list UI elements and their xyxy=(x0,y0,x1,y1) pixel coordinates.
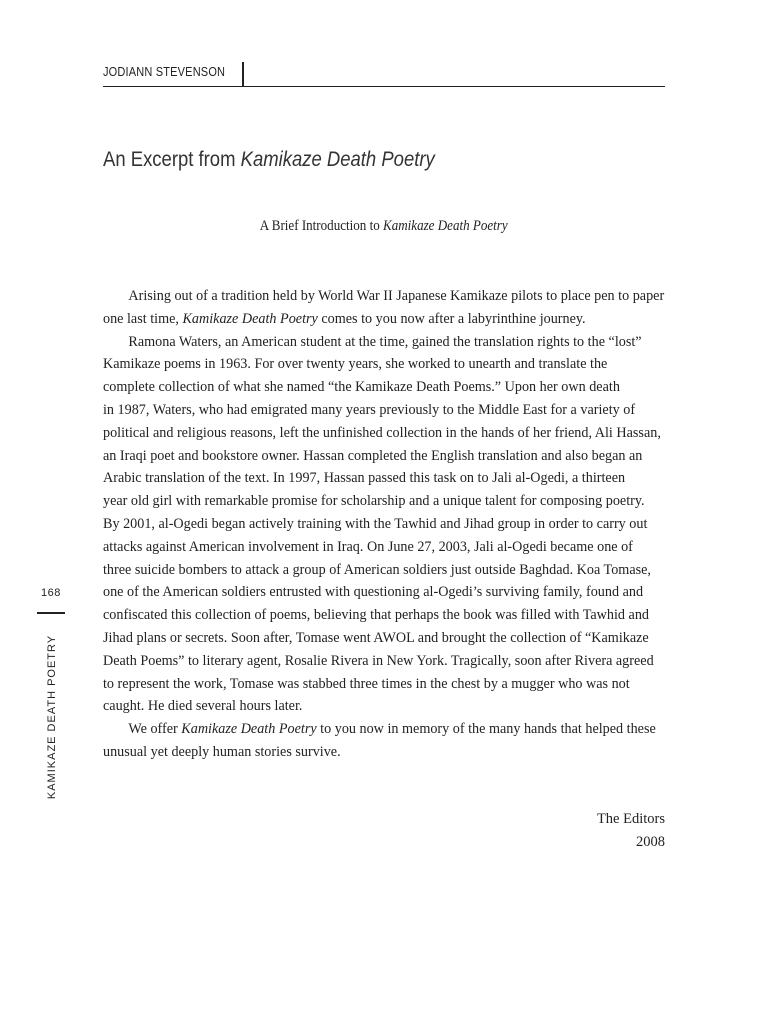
body-line xyxy=(103,285,665,308)
signoff xyxy=(597,808,665,853)
italic-title-text: Kamikaze Death Poetry xyxy=(182,310,318,327)
body-text-segment: comes to you now after a labyrinthine journey. xyxy=(317,310,586,327)
body-line xyxy=(103,695,665,718)
body-text-segment: Jihad plans or secrets. Soon after, Tomase went AWOL and brought the collection of “Kamikaze xyxy=(103,629,649,646)
body-text-segment: to you now in memory of the many hands that helped these xyxy=(316,721,656,738)
body-text-segment: to represent the work, Tomase was stabbed three times in the chest by a mugger who was not xyxy=(103,675,630,692)
body-text-segment: in 1987, Waters, who had emigrated many years previously to the Middle East for a variety of xyxy=(103,401,636,418)
subtitle-text xyxy=(260,218,508,235)
body-text-segment: By 2001, al-Ogedi began actively training with the Tawhid and Jihad group in order to carry out xyxy=(103,515,648,532)
body-text-segment: Kamikaze poems in 1963. For over twenty years, she worked to unearth and translate the xyxy=(103,356,608,373)
subtitle-italic: Kamikaze Death Poetry xyxy=(383,218,508,234)
body-line xyxy=(103,536,665,559)
signoff-name: The Editors xyxy=(596,811,665,827)
running-title: KAMIKAZE DEATH POETRY xyxy=(46,634,58,800)
body-text-segment: caught. He died several hours later. xyxy=(103,698,303,715)
page-title xyxy=(103,148,435,172)
body-line xyxy=(103,741,665,764)
body-text-segment: one of the American soldiers entrusted with questioning al-Ogedi’s surviving family, found and xyxy=(103,584,644,601)
body-line xyxy=(103,445,665,468)
page-number-rule xyxy=(37,612,65,614)
body-line xyxy=(103,331,665,354)
body-line xyxy=(103,376,665,399)
body-line xyxy=(103,581,665,604)
subtitle-prefix: A Brief Introduction to xyxy=(260,218,384,234)
body-line xyxy=(103,308,665,331)
body-text-segment: Arising out of a tradition held by World War II Japanese Kamikaze pilots to place pen to paper xyxy=(128,288,665,304)
body-text-segment: one last time, xyxy=(103,310,183,327)
author-name: JODIANN STEVENSON xyxy=(103,65,226,79)
body-text xyxy=(103,285,665,764)
header-divider xyxy=(242,62,244,86)
page-number: 168 xyxy=(41,587,61,599)
body-text-segment: unusual yet deeply human stories survive. xyxy=(103,743,341,760)
body-line xyxy=(103,513,665,536)
body-line xyxy=(103,718,665,741)
body-line xyxy=(103,650,665,673)
title-prefix: An Excerpt from xyxy=(103,148,241,171)
section-subtitle xyxy=(0,218,768,235)
body-line xyxy=(103,467,665,490)
page-header xyxy=(103,62,665,87)
body-text-segment: three suicide bombers to attack a group of American soldiers just outside Baghdad. Koa Tomase, xyxy=(103,561,651,578)
body-text-segment: Arabic translation of the text. In 1997, Hassan passed this task on to Jali al-Ogedi, a thirteen xyxy=(103,470,626,487)
signoff-year: 2008 xyxy=(636,833,665,850)
italic-title-text: Kamikaze Death Poetry xyxy=(181,721,317,738)
body-line xyxy=(103,422,665,445)
body-text-segment: attacks against American involvement in Iraq. On June 27, 2003, Jali al-Ogedi became one of xyxy=(103,538,633,555)
body-text-segment: complete collection of what she named “the Kamikaze Death Poems.” Upon her own death xyxy=(103,379,620,396)
body-text-segment: Death Poems” to literary agent, Rosalie Rivera in New York. Tragically, soon after Rivera agreed xyxy=(103,652,654,669)
body-text-segment: We offer xyxy=(128,721,182,738)
body-text-segment: political and religious reasons, left the unfinished collection in the hands of her friend, Ali Hassan, xyxy=(103,424,661,441)
body-text-segment: confiscated this collection of poems, believing that perhaps the book was filled with Tawhid and xyxy=(103,607,650,624)
body-line xyxy=(103,559,665,582)
body-line xyxy=(103,604,665,627)
body-text-segment: year old girl with remarkable promise for scholarship and a unique talent for composing poetry. xyxy=(103,493,645,510)
body-line xyxy=(103,673,665,696)
title-italic: Kamikaze Death Poetry xyxy=(240,148,435,171)
body-line xyxy=(103,399,665,422)
body-line xyxy=(103,353,665,376)
body-text-segment: an Iraqi poet and bookstore owner. Hassan completed the English translation and also began an xyxy=(103,447,643,464)
body-line xyxy=(103,490,665,513)
body-line xyxy=(103,627,665,650)
body-text-segment: Ramona Waters, an American student at the time, gained the translation rights to the “lost” xyxy=(128,333,642,350)
